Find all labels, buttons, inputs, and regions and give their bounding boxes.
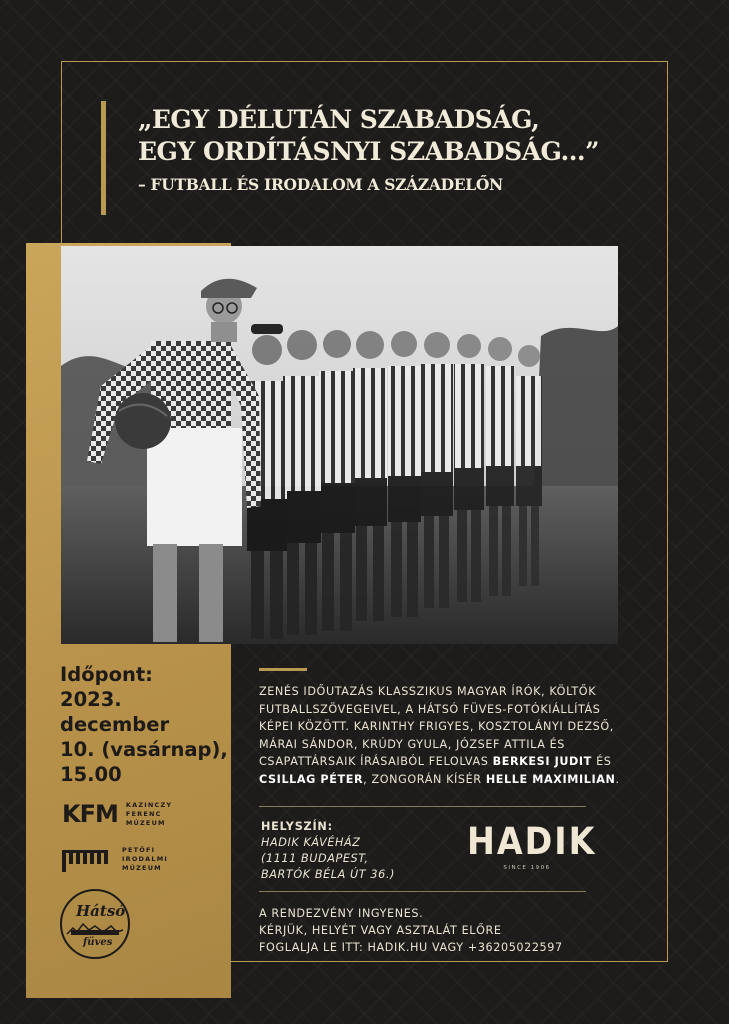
pim-logo-icon <box>62 848 114 872</box>
team-photo <box>61 246 618 644</box>
kfm-logo-name: KAZINCZY FERENC MÚZEUM <box>125 800 173 827</box>
hatso-fuves-logo <box>59 888 131 960</box>
title-accent-bar <box>101 101 106 215</box>
venue-label: HELYSZÍN: <box>261 820 333 833</box>
petofi-literary-museum-logo <box>62 846 168 873</box>
event-description <box>259 683 629 789</box>
title-line-1: „EGY DÉLUTÁN SZABADSÁG, <box>138 105 540 134</box>
hadik-since-text: SINCE 1906 <box>503 865 551 871</box>
kazinczy-ferenc-museum-logo <box>62 800 172 828</box>
venue-block <box>261 820 461 883</box>
divider-top <box>259 806 586 807</box>
hatso-fuves-text-1: Hátsó <box>76 902 126 920</box>
reservation-info: A RENDEZVÉNY INGYENES. KÉRJÜK, HELYÉT VAGY ASZTALÁT ELŐRE FOGLALJA LE ITT: HADIK.HU VAGY +36205022597 <box>259 907 563 954</box>
event-time-label: Időpont: <box>60 663 153 686</box>
pim-logo-name: PETŐFI IRODALMI MÚZEUM <box>122 846 169 872</box>
hatso-fuves-text-2: füves <box>83 937 113 948</box>
description-intro: ZENÉS IDŐUTAZÁS KLASSZIKUS MAGYAR ÍRÓK, KÖLTŐK FUTBALLSZÖVEGEIVEL, A HÁTSÓ FÜVES-FOTÓKIÁLLÍTÁS KÉPEI KÖZÖTT. KARINTHY FRIGYES, KOSZTOLÁNYI DEZSŐ, MÁRAI SÁNDOR, KRÚDY GYULA, JÓZSEF ATTILA ÉS CSAPATTÁRSAIK ÍRÁSAIBÓL FELOLVAS <box>259 685 614 769</box>
description-accent-rule <box>259 668 307 671</box>
event-time-block <box>60 662 230 787</box>
description-and: ÉS <box>591 755 612 769</box>
kfm-logo-mark: KFM <box>62 800 118 828</box>
event-datetime: 2023. december 10. (vasárnap), 15.00 <box>60 688 228 786</box>
reader-2: CSILLAG PÉTER <box>259 772 364 786</box>
pianist: HELLE MAXIMILIAN <box>485 772 616 786</box>
hadik-logo <box>467 820 597 871</box>
divider-bottom <box>259 891 586 892</box>
hadik-logo-text: HADIK <box>467 820 597 863</box>
subtitle: – FUTBALL ÉS IRODALOM A SZÁZADELŐN <box>138 175 503 194</box>
title-line-2: EGY ORDÍTÁSNYI SZABADSÁG...” <box>138 137 599 166</box>
description-end: . <box>615 772 620 786</box>
reader-1: BERKESI JUDIT <box>492 755 592 769</box>
description-accompany: , ZONGORÁN KÍSÉR <box>363 772 486 786</box>
venue-address: HADIK KÁVÉHÁZ (1111 BUDAPEST, BARTÓK BÉLA ÚT 36.) <box>261 836 395 881</box>
title-block <box>138 104 658 194</box>
